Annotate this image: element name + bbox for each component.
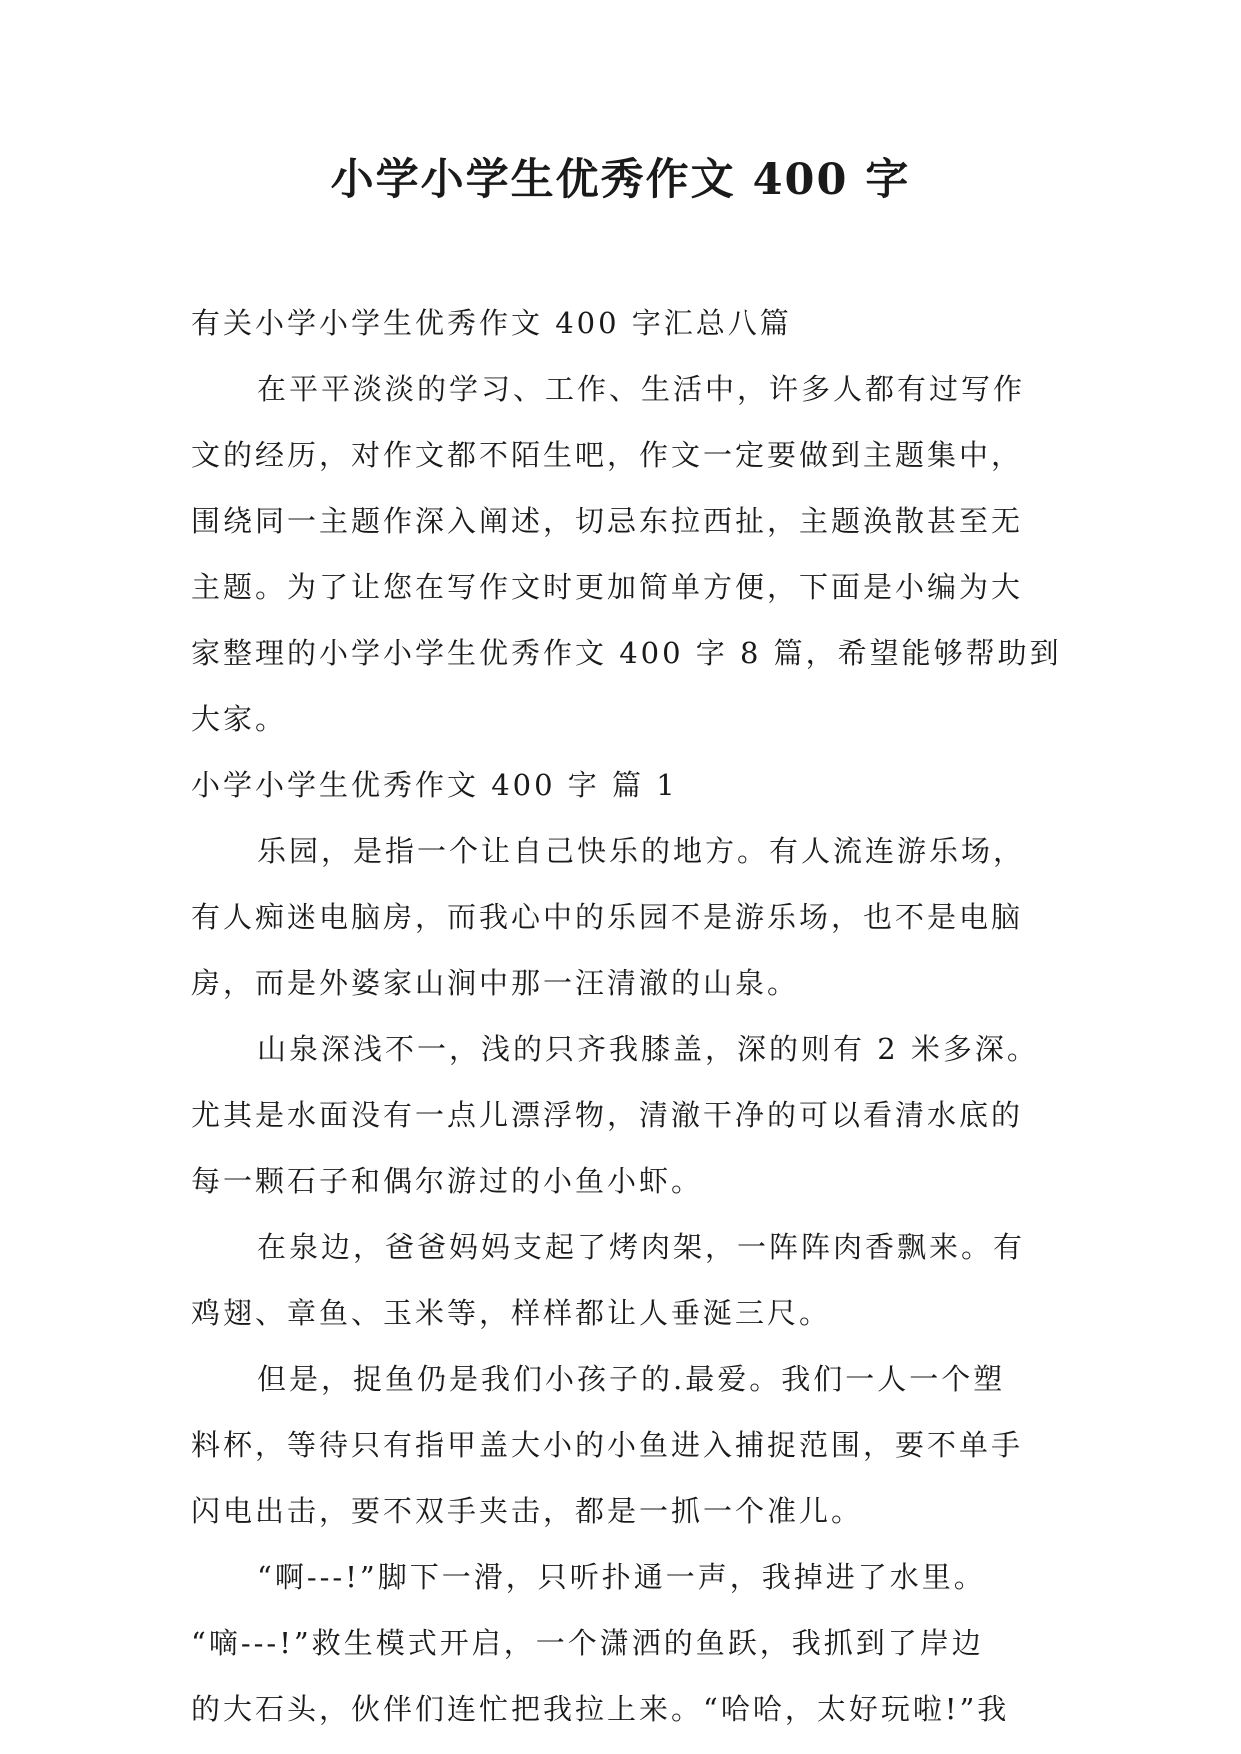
text-line: “嘀---!”救生模式开启，一个潇洒的鱼跃，我抓到了岸边 bbox=[191, 1626, 984, 1660]
text-line: 乐园，是指一个让自己快乐的地方。有人流连游乐场， bbox=[257, 834, 1026, 868]
text-line: 在平平淡淡的学习、工作、生活中，许多人都有过写作 bbox=[257, 372, 1026, 406]
section-heading: 小学小学生优秀作文 400 字 篇 1 bbox=[191, 768, 678, 802]
text-line: 山泉深浅不一，浅的只齐我膝盖，深的则有 2 米多深。 bbox=[257, 1032, 1039, 1066]
text-line: 料杯，等待只有指甲盖大小的小鱼进入捕捉范围，要不单手 bbox=[191, 1428, 1024, 1462]
text-line: 主题。为了让您在写作文时更加简单方便，下面是小编为大 bbox=[191, 570, 1024, 604]
text-line: 房，而是外婆家山涧中那一汪清澈的山泉。 bbox=[191, 966, 800, 1000]
text-line: 尤其是水面没有一点儿漂浮物，清澈干净的可以看清水底的 bbox=[191, 1098, 1024, 1132]
document-body bbox=[191, 290, 1071, 1742]
text-line: 有人痴迷电脑房，而我心中的乐园不是游乐场，也不是电脑 bbox=[191, 900, 1024, 934]
text-line: 围绕同一主题作深入阐述，切忌东拉西扯，主题涣散甚至无 bbox=[191, 504, 1024, 538]
text-line: 的大石头，伙伴们连忙把我拉上来。“哈哈，太好玩啦!”我 bbox=[191, 1692, 1010, 1726]
text-line: 但是，捉鱼仍是我们小孩子的.最爱。我们一人一个塑 bbox=[257, 1362, 1006, 1396]
text-line: 大家。 bbox=[191, 702, 288, 736]
document-title: 小学小学生优秀作文 400 字 bbox=[330, 155, 911, 205]
text-line: 鸡翅、章鱼、玉米等，样样都让人垂涎三尺。 bbox=[191, 1296, 832, 1330]
text-line: 闪电出击，要不双手夹击，都是一抓一个准儿。 bbox=[191, 1494, 864, 1528]
text-line: 文的经历，对作文都不陌生吧，作文一定要做到主题集中， bbox=[191, 438, 1024, 472]
text-line: 有关小学小学生优秀作文 400 字汇总八篇 bbox=[191, 306, 792, 340]
text-line: 在泉边，爸爸妈妈支起了烤肉架，一阵阵肉香飘来。有 bbox=[257, 1230, 1026, 1264]
text-line: 每一颗石子和偶尔游过的小鱼小虾。 bbox=[191, 1164, 704, 1198]
text-line: 家整理的小学小学生优秀作文 400 字 8 篇，希望能够帮助到 bbox=[191, 636, 1062, 670]
text-line: “啊---!”脚下一滑，只听扑通一声，我掉进了水里。 bbox=[257, 1560, 986, 1594]
